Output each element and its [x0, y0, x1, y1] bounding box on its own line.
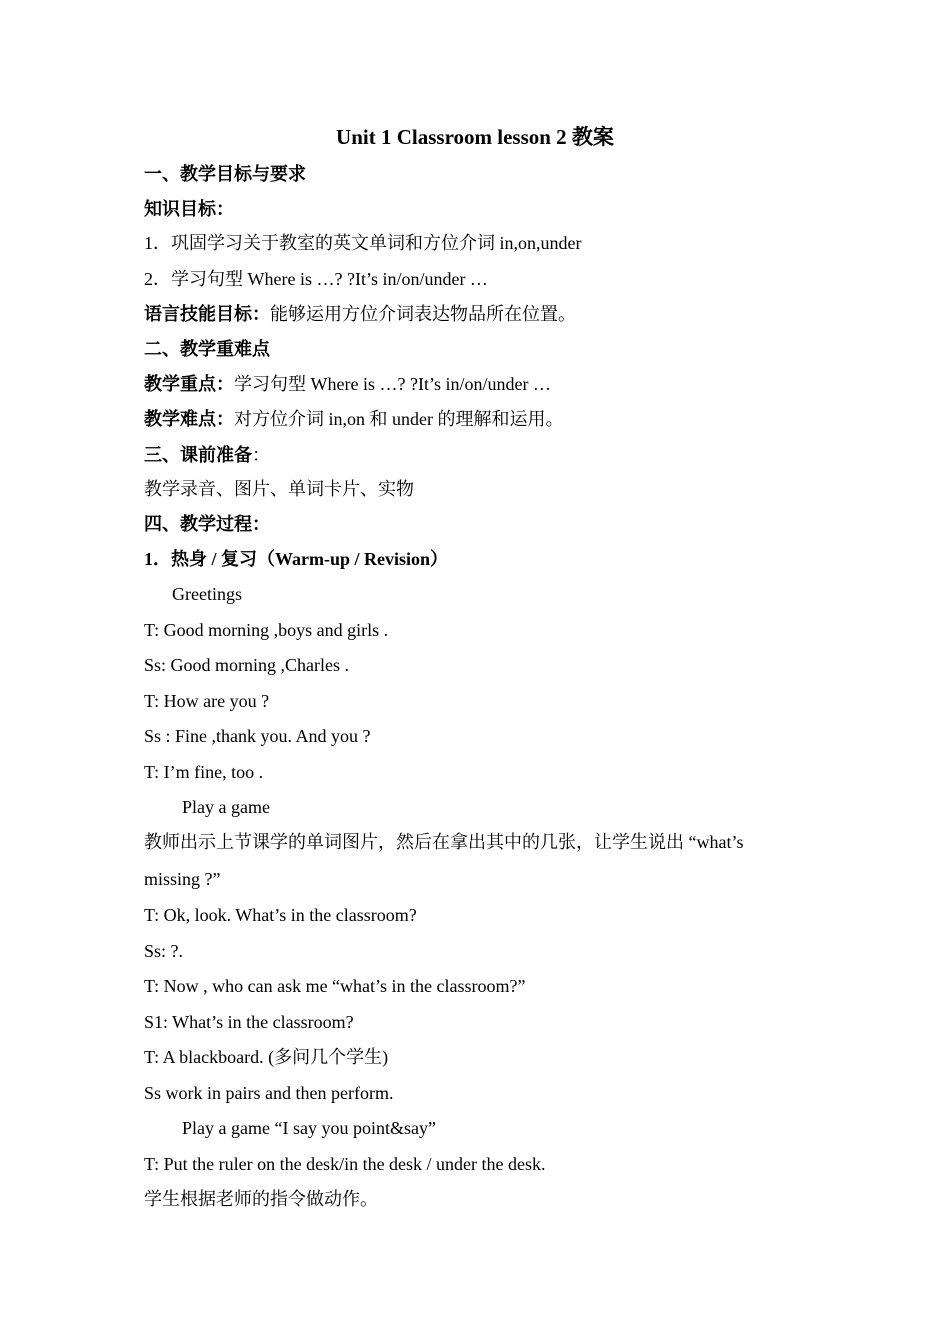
teacher-instruction: T: Put the ruler on the desk/in the desk / under the desk.: [144, 1154, 546, 1174]
dialogue-line: Ss work in pairs and then perform.: [144, 1083, 394, 1103]
dialogue-line: T: Good morning ,boys and girls .: [144, 620, 389, 640]
game-1-label: Play a game: [182, 797, 270, 817]
skill-objective-text: 能够运用方位介词表达物品所在位置。: [270, 304, 576, 324]
dialogue-line: Ss : Fine ,thank you. And you ?: [144, 726, 371, 746]
preparation-heading-colon: ：: [252, 445, 270, 465]
greetings-label: Greetings: [172, 584, 242, 604]
dialogue-line: Ss: ?.: [144, 941, 184, 961]
section-heading-preparation: [144, 441, 270, 469]
preparation-heading-text: 三、课前准备: [144, 445, 252, 465]
dialogue-line: T: I’m fine, too .: [144, 762, 264, 782]
game-1-description-line-1: 教师出示上节课学的单词图片，然后在拿出其中的几张，让学生说出 “what’s: [144, 832, 744, 852]
game-1-description-line-2: missing ?”: [144, 869, 221, 889]
key-point: [144, 370, 551, 398]
student-action: 学生根据老师的指令做动作。: [144, 1189, 378, 1209]
document-title: Unit 1 Classroom lesson 2 教案: [336, 125, 614, 149]
key-point-label: 教学重点：: [144, 374, 234, 394]
key-point-text: 学习句型 Where is …? ?It’s in/on/under …: [234, 374, 551, 394]
dialogue-line: S1: What’s in the classroom?: [144, 1012, 354, 1032]
objective-item-1: 1．巩固学习关于教室的英文单词和方位介词 in,on,under: [144, 233, 582, 253]
game-2-label: Play a game “I say you point&say”: [182, 1118, 436, 1138]
dialogue-line: T: Ok, look. What’s in the classroom?: [144, 905, 417, 925]
dialogue-line: T: Now , who can ask me “what’s in the classroom?”: [144, 976, 526, 996]
skill-objective: [144, 300, 576, 328]
dialogue-line: T: How are you ?: [144, 691, 270, 711]
knowledge-objective-label: 知识目标：: [144, 199, 234, 219]
dialogue-line: T: A blackboard. (多问几个学生): [144, 1047, 389, 1067]
skill-objective-label: 语言技能目标：: [144, 304, 270, 324]
section-heading-objectives: 一、教学目标与要求: [144, 164, 306, 184]
section-heading-key-points: 二、教学重难点: [144, 339, 270, 359]
dialogue-line: Ss: Good morning ,Charles .: [144, 655, 349, 675]
difficult-point-label: 教学难点：: [144, 409, 234, 429]
section-heading-process: 四、教学过程：: [144, 514, 270, 534]
step-1-heading: 1．热身 / 复习（Warm-up / Revision）: [144, 549, 449, 569]
difficult-point-text: 对方位介词 in,on 和 under 的理解和运用。: [234, 409, 564, 429]
objective-item-2: 2．学习句型 Where is …? ?It’s in/on/under …: [144, 269, 488, 289]
preparation-materials: 教学录音、图片、单词卡片、实物: [144, 479, 414, 499]
difficult-point: [144, 405, 563, 433]
